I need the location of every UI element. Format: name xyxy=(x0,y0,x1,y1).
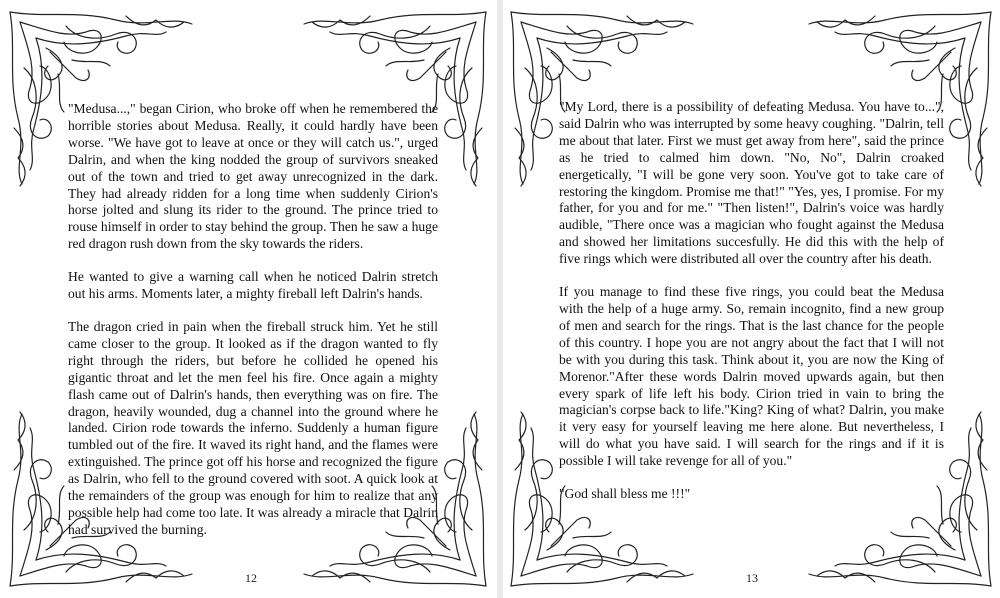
page-number: 12 xyxy=(245,571,257,585)
right-page-text xyxy=(559,99,944,519)
paragraph: "My Lord, there is a possibility of defeating Medusa. You have to...", said Dalrin who was interrupted by some heavy coughing. "Dalrin, tell me about that later. First we must get away from here", said the prince as he tried to calmed him down. "No, No", Dalrin croaked energetically, "I will be gone very soon. You've got to take care of restoring the kingdom. Promise me that!" "Yes, yes, I promise. For my father, for you and for me." "Then listen!", Dalrin's voice was hardly audible, "There once was a magician who fought against the Medusa and showed her limitations succesfully. He did this with the help of five rings which were distributed all over the country after his death. xyxy=(559,99,944,267)
left-page-text xyxy=(68,101,438,555)
right-page xyxy=(503,0,1000,598)
paragraph: He wanted to give a warning call when he noticed Dalrin stretch out his arms. Moments later, a mighty fireball left Dalrin's hands. xyxy=(68,269,438,302)
paragraph: "God shall bless me !!!" xyxy=(559,486,691,502)
paragraph: "Medusa...," began Cirion, who broke off when he remembered the horrible stories about Medusa. Really, it could hardly have been worse. "We have got to leave at once or they will catch us.", urged Dalrin, and when the king nodded the group of survivors sneaked out of the town and tried to get away unrecognized in the dark. They had already ridden for a long time when suddenly Cirion's horse jolted and slung its rider to the ground. The prince tried to rouse himself in order to stay behind the group. Then he saw a huge red dragon rush down from the sky towards the riders. xyxy=(68,101,438,252)
left-page xyxy=(0,0,497,598)
paragraph: If you manage to find these five rings, you could beat the Medusa with the help of a huge army. So, remain incognito, find a new group of men and search for the rings. That is the last chance for the people of this country. I hope you are not angry about the fact that I will not be with you during this task. Think about it, you are now the King of Morenor."After these words Dalrin moved upwards again, but then every spark of life left his body. Cirion tried in vain to bring the magician's corpse back to life."King? King of what? Dalrin, you make it very easy for yourself leaving me here alone. But nevertheless, I will do what you have said. I will search for the rings and if it is possible I will take revenge for all of you." xyxy=(559,284,944,469)
paragraph: The dragon cried in pain when the fireball struck him. Yet he still came closer to the group. It looked as if the dragon wanted to fly right through the riders, but before he collided he opened his gigantic throat and let the men feel his fire. Once again a mighty flash came out of Dalrin's hands, then everything was on fire. The dragon, heavily wounded, dug a channel into the ground where he landed. Cirion rode towards the inferno. Suddenly a human figure tumbled out of the fire. It waved its right hand, and the flames were extinguished. The prince got off his horse and recognized the figure as Dalrin, who fell to the ground covered with soot. A quick look at the remainders of the group was enough for him to realize that any possible help had come too late. It was already a miracle that Dalrin had survived the burning. xyxy=(68,318,438,537)
page-number: 13 xyxy=(746,571,758,585)
